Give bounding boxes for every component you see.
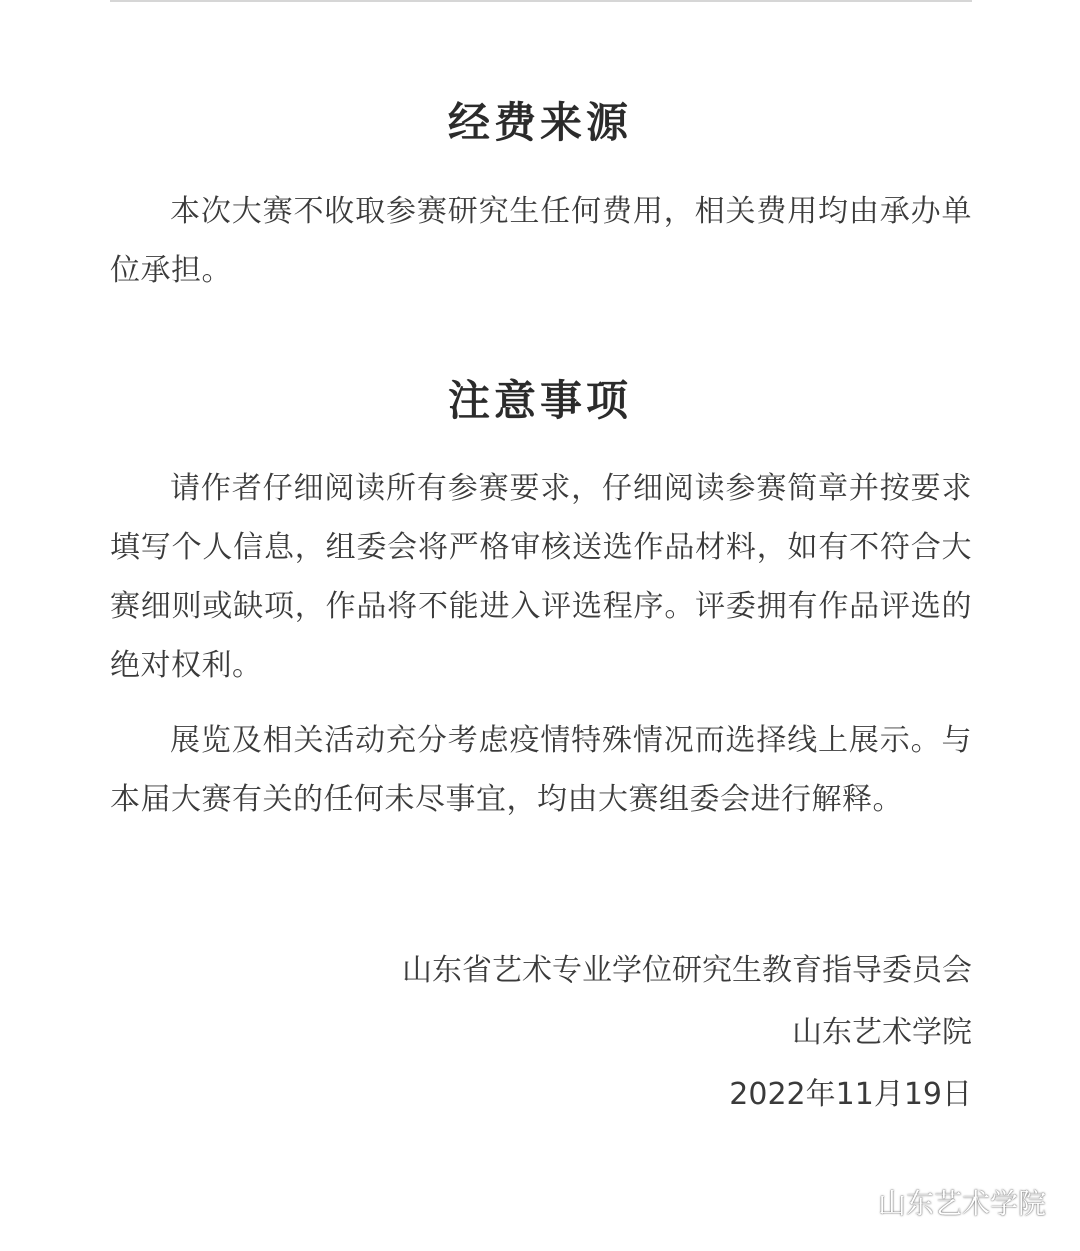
signature-school: 山东艺术学院: [792, 1015, 972, 1050]
top-divider: [110, 0, 972, 2]
wechat-icon: [832, 1186, 870, 1218]
wechat-watermark: [832, 1182, 1046, 1222]
signature-date: 2022年11月19日: [729, 1077, 972, 1112]
section-title-funding: 经费来源: [447, 98, 632, 147]
notes-paragraph-1: 请作者仔细阅读所有参赛要求，仔细阅读参赛简章并按要求填写个人信息，组委会将严格审核送选作品材料，如有不符合大赛细则或缺项，作品将不能进入评选程序。评委拥有作品评选的绝对权利。: [110, 471, 972, 683]
notes-paragraph-2: 展览及相关活动充分考虑疫情特殊情况而选择线上展示。与本届大赛有关的任何未尽事宜，均由大赛组委会进行解释。: [110, 723, 972, 817]
signature-committee: 山东省艺术专业学位研究生教育指导委员会: [402, 953, 972, 988]
wechat-account-name: 山东艺术学院: [877, 1187, 1046, 1220]
section-title-notes: 注意事项: [447, 376, 632, 425]
funding-paragraph: 本次大赛不收取参赛研究生任何费用，相关费用均由承办单位承担。: [110, 194, 972, 288]
